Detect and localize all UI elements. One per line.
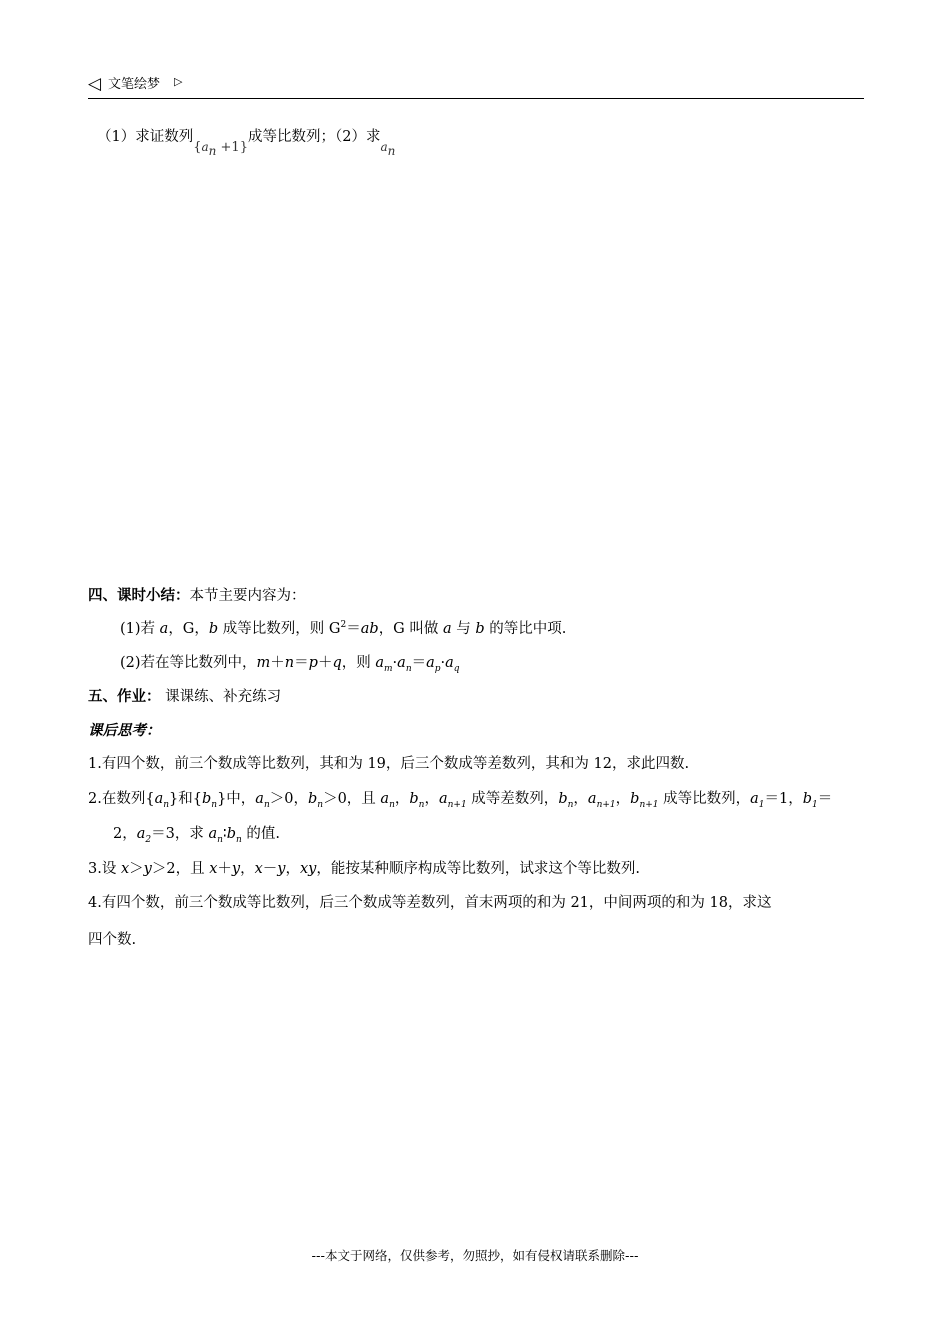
problem-part1-tail: 成等比数列；（2）求	[247, 129, 381, 145]
page-footer: ---本文于网络，仅供参考，勿照抄，如有侵权请联系删除---	[311, 1248, 639, 1263]
question-2-line-2: 2，$a_2=3$，求 $a_n∶b_n$ 的值.	[113, 826, 281, 845]
question-4-line-1: 4.有四个数，前三个数成等比数列，后三个数成等差数列，首末两项的和为 21，中间两项的和为 18，求这	[88, 895, 772, 911]
triangle-right-icon: ▷	[174, 75, 183, 88]
thinking-heading: 课后思考：	[88, 722, 161, 739]
problem-part1-label: （1）求证数列	[97, 129, 194, 145]
summary-item-2: (2)若在等比数列中，m＋n＝p＋q，则 $a_m\cdot a_n=a_p\cdot a_q$	[120, 655, 460, 674]
question-2-line-1: 2.在数列$\{a_n\}$和$\{b_n\}$中，$a_n>0$，$b_n>0$，且 $a_n$，$b_n$，$a_{n+1}$ 成等差数列，$b_n$，$a_{n+1}$，$b_{n+1}$ 成等比数列，$a_1=1$，$b_1=$	[88, 791, 833, 810]
question-1: 1.有四个数，前三个数成等比数列，其和为 19，后三个数成等差数列，其和为 12，求此四数.	[88, 756, 690, 772]
summary-heading-line	[88, 586, 306, 606]
homework-line	[88, 687, 281, 707]
summary-heading: 四、课时小结：	[88, 588, 190, 604]
problem-line	[97, 127, 396, 158]
summary-item-1: (1)若 a，G，b 成等比数列，则 $G^2=ab$，G 叫做 a 与 b 的等比中项.	[120, 620, 567, 637]
question-4-line-2: 四个数.	[88, 932, 137, 948]
header-brand: 文笔绘梦	[108, 77, 161, 92]
page-header	[88, 72, 864, 99]
thinking-heading-line	[88, 721, 161, 741]
sequence-expression: $\{a_n +1\}$	[193, 140, 248, 158]
an-expression: $a_n$	[380, 140, 396, 158]
triangle-left-icon: ◁	[88, 74, 102, 94]
homework-heading: 五、作业：	[88, 689, 161, 705]
homework-text: 课课练、补充练习	[165, 689, 282, 705]
summary-intro: 本节主要内容为：	[189, 588, 306, 604]
question-3: 3.设 x＞y＞2，且 x＋y，x－y，xy，能按某种顺序构成等比数列，试求这个等比数列.	[88, 861, 640, 877]
